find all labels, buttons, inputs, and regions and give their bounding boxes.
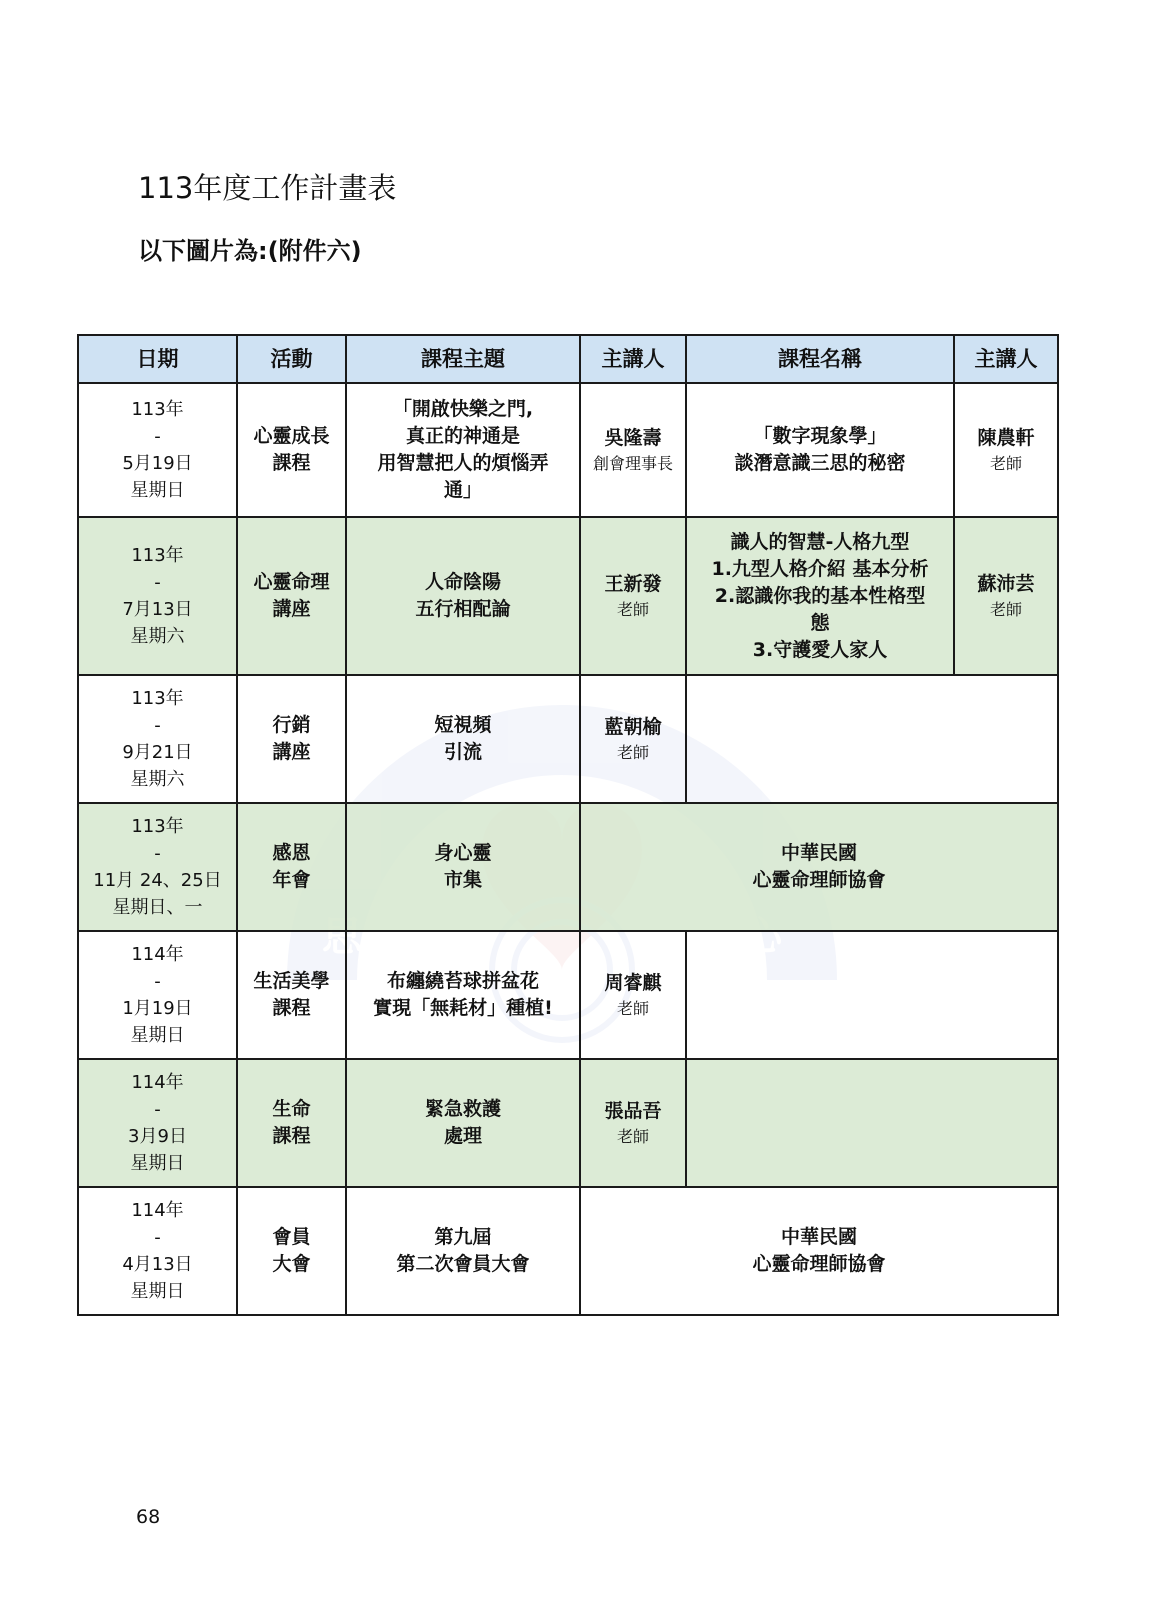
speaker-2-cell bbox=[954, 383, 1058, 517]
date-cell-line: 1月19日 bbox=[122, 998, 193, 1019]
empty-cell bbox=[686, 931, 1058, 1059]
activity-cell-line: 大會 bbox=[272, 1253, 311, 1275]
activity-cell-line: 講座 bbox=[272, 598, 311, 620]
date-cell-line: 11月 24、25日 bbox=[93, 870, 222, 891]
speaker-2-cell-title: 老師 bbox=[989, 599, 1022, 619]
speaker-2-cell-title: 老師 bbox=[989, 453, 1022, 473]
date-cell-line: 3月9日 bbox=[128, 1126, 187, 1147]
empty-cell bbox=[686, 675, 1058, 803]
topic-cell bbox=[346, 383, 580, 517]
date-cell-line: - bbox=[154, 426, 161, 447]
date-cell bbox=[78, 675, 237, 803]
table-body bbox=[78, 383, 1058, 1315]
organizer-cell-line: 中華民國 bbox=[780, 1226, 857, 1248]
date-cell-line: 星期日 bbox=[130, 480, 185, 501]
topic-cell-line: 緊急救護 bbox=[424, 1098, 501, 1120]
activity-cell bbox=[237, 931, 346, 1059]
activity-cell bbox=[237, 1059, 346, 1187]
activity-cell bbox=[237, 517, 346, 675]
date-cell-line: 4月13日 bbox=[122, 1254, 193, 1275]
empty-cell bbox=[686, 1059, 1058, 1187]
table-row bbox=[78, 1059, 1058, 1187]
topic-cell-line: 引流 bbox=[443, 741, 482, 763]
date-cell-line: 9月21日 bbox=[122, 742, 193, 763]
activity-cell-line: 生活美學 bbox=[253, 970, 330, 992]
header-activity: 活動 bbox=[237, 335, 346, 383]
topic-cell-line: 第二次會員大會 bbox=[396, 1253, 530, 1275]
date-cell-line: 114年 bbox=[131, 1200, 184, 1221]
activity-cell-line: 生命 bbox=[272, 1098, 311, 1120]
table-row bbox=[78, 675, 1058, 803]
speaker-cell-title: 老師 bbox=[616, 1126, 649, 1146]
speaker-cell bbox=[580, 675, 686, 803]
activity-cell-line: 心靈成長 bbox=[253, 425, 330, 447]
date-cell bbox=[78, 517, 237, 675]
topic-cell-line: 用智慧把人的煩惱弄 bbox=[377, 452, 549, 474]
topic-cell-line: 人命陰陽 bbox=[424, 571, 501, 593]
topic-cell-line: 身心靈 bbox=[434, 842, 492, 864]
topic-cell bbox=[346, 675, 580, 803]
activity-cell bbox=[237, 383, 346, 517]
course-name-cell-line: 「數字現象學」 bbox=[753, 425, 887, 447]
organizer-cell bbox=[580, 803, 1058, 931]
activity-cell bbox=[237, 803, 346, 931]
course-name-cell bbox=[686, 517, 954, 675]
header-date: 日期 bbox=[78, 335, 237, 383]
date-cell bbox=[78, 1187, 237, 1315]
topic-cell bbox=[346, 517, 580, 675]
table-row bbox=[78, 931, 1058, 1059]
date-cell-line: 113年 bbox=[131, 688, 184, 709]
speaker-2-cell-name: 蘇沛芸 bbox=[977, 572, 1035, 595]
topic-cell-line: 真正的神通是 bbox=[405, 425, 520, 447]
date-cell-line: 113年 bbox=[131, 816, 184, 837]
course-name-cell-line: 1.九型人格介紹 基本分析 bbox=[711, 557, 929, 580]
activity-cell-line: 課程 bbox=[272, 452, 311, 474]
date-cell-line: 星期日、一 bbox=[112, 897, 203, 918]
attachment-note: 以下圖片為:(附件六) bbox=[138, 237, 362, 265]
speaker-cell-name: 周睿麒 bbox=[604, 971, 662, 994]
topic-cell-line: 短視頻 bbox=[434, 714, 492, 736]
date-cell-line: 114年 bbox=[131, 944, 184, 965]
date-cell bbox=[78, 383, 237, 517]
header-topic: 課程主題 bbox=[346, 335, 580, 383]
topic-cell-line: 「開啟快樂之門, bbox=[392, 398, 534, 420]
speaker-cell-name: 王新發 bbox=[604, 572, 662, 595]
topic-cell-line: 通」 bbox=[443, 479, 482, 501]
topic-cell bbox=[346, 1059, 580, 1187]
speaker-2-cell bbox=[954, 517, 1058, 675]
date-cell-line: 114年 bbox=[131, 1072, 184, 1093]
course-name-cell-line: 2.認識你我的基本性格型 bbox=[714, 584, 926, 607]
date-cell-line: 星期六 bbox=[130, 769, 185, 790]
activity-cell-line: 年會 bbox=[272, 869, 311, 891]
activity-cell-line: 行銷 bbox=[272, 714, 311, 736]
course-name-cell-line: 3.守護愛人家人 bbox=[752, 638, 888, 661]
speaker-cell-title: 老師 bbox=[616, 998, 649, 1018]
date-cell-line: 5月19日 bbox=[122, 453, 193, 474]
page-title: 113年度工作計畫表 bbox=[138, 171, 397, 205]
speaker-cell-title: 老師 bbox=[616, 742, 649, 762]
date-cell bbox=[78, 1059, 237, 1187]
organizer-cell bbox=[580, 1187, 1058, 1315]
speaker-2-cell-name: 陳農軒 bbox=[977, 426, 1035, 449]
table-row bbox=[78, 1187, 1058, 1315]
topic-cell bbox=[346, 803, 580, 931]
topic-cell bbox=[346, 931, 580, 1059]
organizer-cell-line: 心靈命理師協會 bbox=[752, 869, 886, 891]
topic-cell-line: 實現「無耗材」種植! bbox=[373, 997, 553, 1019]
speaker-cell-name: 張品吾 bbox=[604, 1099, 662, 1122]
date-cell bbox=[78, 931, 237, 1059]
table-row bbox=[78, 383, 1058, 517]
date-cell-line: - bbox=[154, 971, 161, 992]
header-speaker: 主講人 bbox=[580, 335, 686, 383]
header-speaker-2: 主講人 bbox=[954, 335, 1058, 383]
date-cell bbox=[78, 803, 237, 931]
activity-cell-line: 感恩 bbox=[272, 842, 311, 864]
date-cell-line: - bbox=[154, 843, 161, 864]
course-name-cell-line: 態 bbox=[810, 611, 830, 634]
topic-cell-line: 市集 bbox=[443, 869, 482, 891]
date-cell-line: 星期日 bbox=[130, 1281, 185, 1302]
date-cell-line: - bbox=[154, 715, 161, 736]
activity-cell-line: 會員 bbox=[272, 1226, 311, 1248]
activity-cell-line: 心靈命理 bbox=[253, 571, 330, 593]
table-row bbox=[78, 517, 1058, 675]
speaker-cell bbox=[580, 517, 686, 675]
organizer-cell-line: 心靈命理師協會 bbox=[752, 1253, 886, 1275]
date-cell-line: 星期六 bbox=[130, 626, 185, 647]
work-plan-table bbox=[77, 334, 1059, 1316]
date-cell-line: 7月13日 bbox=[122, 599, 193, 620]
speaker-cell bbox=[580, 383, 686, 517]
speaker-cell-title: 創會理事長 bbox=[592, 453, 673, 473]
speaker-cell bbox=[580, 1059, 686, 1187]
speaker-cell-name: 藍朝榆 bbox=[604, 715, 662, 738]
date-cell-line: 113年 bbox=[131, 399, 184, 420]
date-cell-line: - bbox=[154, 1227, 161, 1248]
topic-cell-line: 五行相配論 bbox=[415, 598, 511, 620]
course-name-cell-line: 談潛意識三思的秘密 bbox=[734, 452, 906, 474]
topic-cell bbox=[346, 1187, 580, 1315]
date-cell-line: 星期日 bbox=[130, 1025, 185, 1046]
activity-cell-line: 課程 bbox=[272, 1125, 311, 1147]
organizer-cell-line: 中華民國 bbox=[780, 842, 857, 864]
page-number: 68 bbox=[136, 1506, 161, 1528]
table-header-row bbox=[78, 335, 1058, 383]
speaker-cell-title: 老師 bbox=[616, 599, 649, 619]
course-name-cell-line: 識人的智慧-人格九型 bbox=[730, 530, 910, 553]
activity-cell-line: 講座 bbox=[272, 741, 311, 763]
topic-cell-line: 第九屆 bbox=[434, 1226, 492, 1248]
activity-cell bbox=[237, 1187, 346, 1315]
activity-cell-line: 課程 bbox=[272, 997, 311, 1019]
topic-cell-line: 布纏繞苔球拼盆花 bbox=[386, 970, 539, 992]
topic-cell-line: 處理 bbox=[443, 1125, 482, 1147]
date-cell-line: - bbox=[154, 572, 161, 593]
table-row bbox=[78, 803, 1058, 931]
date-cell-line: 113年 bbox=[131, 545, 184, 566]
date-cell-line: - bbox=[154, 1099, 161, 1120]
header-course-name: 課程名稱 bbox=[686, 335, 954, 383]
activity-cell bbox=[237, 675, 346, 803]
speaker-cell-name: 吳隆壽 bbox=[604, 426, 662, 449]
speaker-cell bbox=[580, 931, 686, 1059]
course-name-cell bbox=[686, 383, 954, 517]
date-cell-line: 星期日 bbox=[130, 1153, 185, 1174]
